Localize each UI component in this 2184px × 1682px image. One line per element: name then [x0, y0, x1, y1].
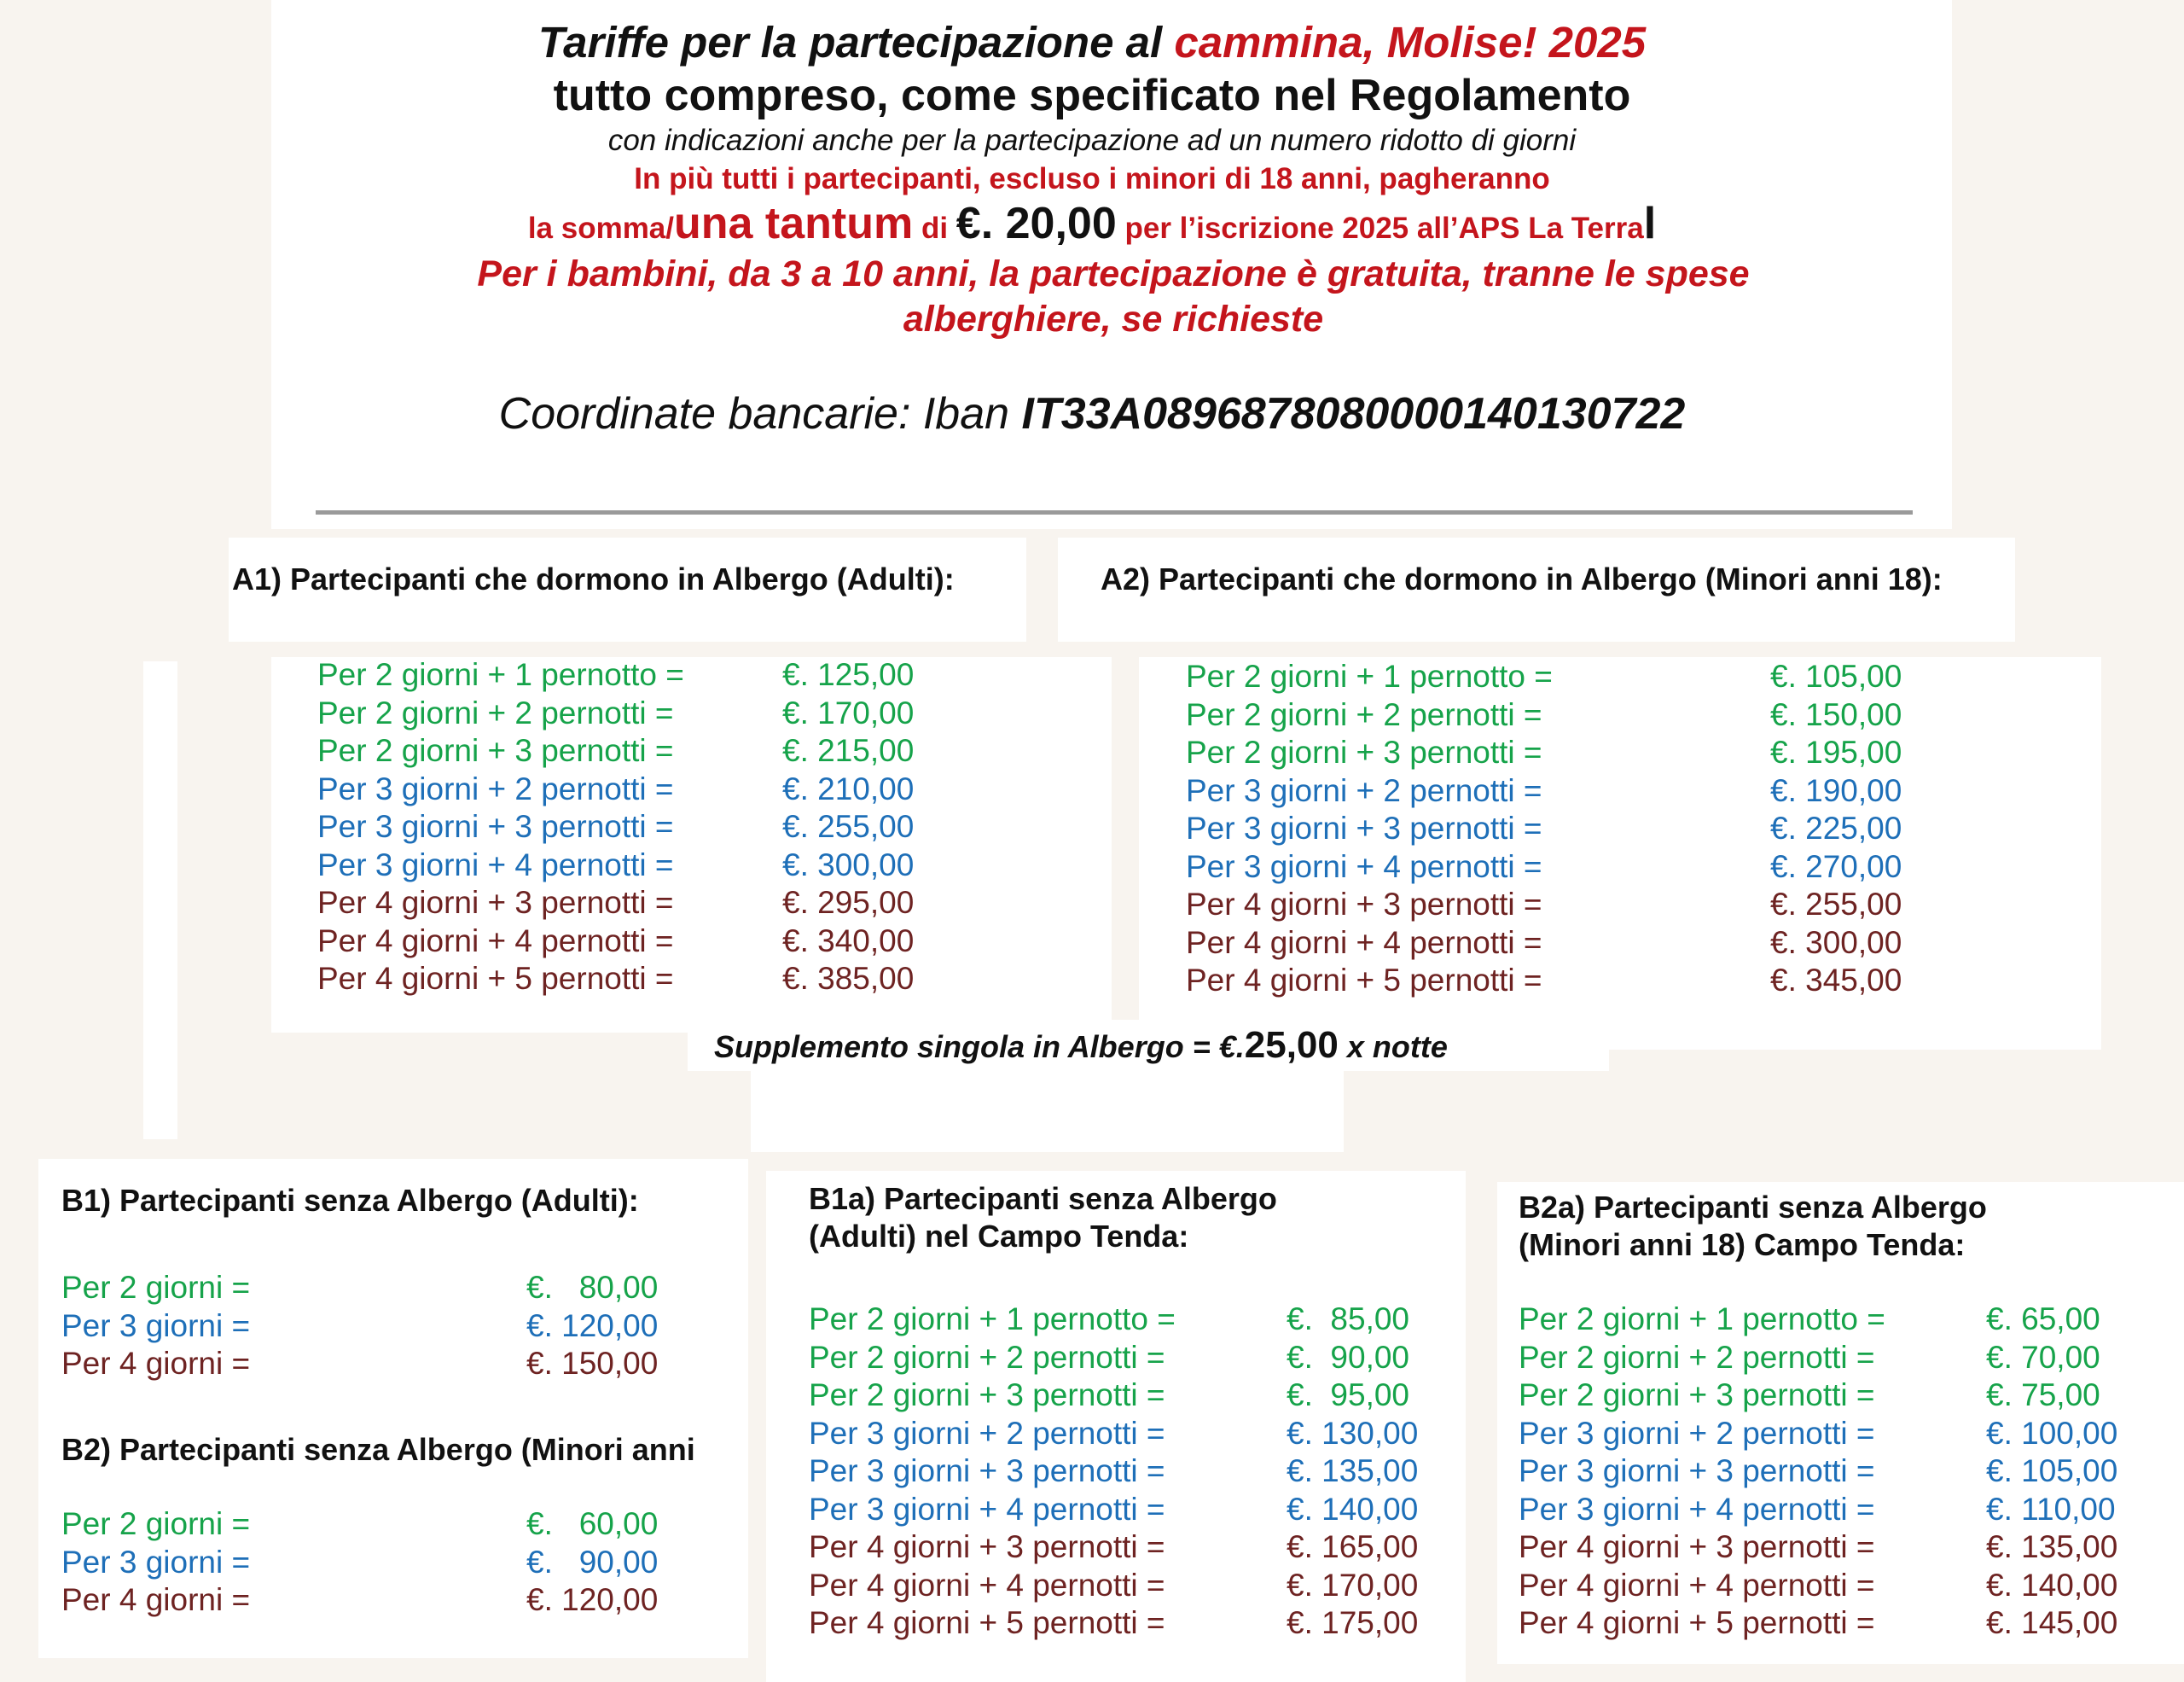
price-row-label: Per 3 giorni + 3 pernotti =: [809, 1453, 1165, 1488]
price-row-label: Per 2 giorni + 3 pernotti =: [809, 1377, 1165, 1412]
price-row-value: €. 90,00: [1287, 1339, 1410, 1375]
price-row-label: Per 2 giorni + 2 pernotti =: [809, 1339, 1165, 1375]
section-a2-title: A2) Partecipanti che dormono in Albergo (Minori anni 18):: [1101, 562, 1943, 597]
price-row-value: €. 120,00: [526, 1307, 659, 1343]
price-row-label: Per 3 giorni + 4 pernotti =: [809, 1491, 1165, 1527]
price-row-label: Per 4 giorni + 3 pernotti =: [317, 885, 674, 920]
price-row-value: €. 255,00: [1770, 887, 1902, 922]
price-row-label: Per 3 giorni + 2 pernotti =: [1186, 772, 1542, 808]
price-row-value: €. 190,00: [1770, 772, 1902, 808]
price-row-label: Per 2 giorni + 3 pernotti =: [1186, 735, 1542, 770]
price-row-value: €. 300,00: [1770, 924, 1902, 960]
price-row-label: Per 4 giorni + 3 pernotti =: [1519, 1529, 1875, 1564]
children-note: Per i bambini, da 3 a 10 anni, la partecipazione è gratuita, tranne le spese alberghiere, se richieste: [477, 253, 1750, 340]
subtitle: tutto compreso, come specificato nel Regolamento: [553, 71, 1631, 120]
fee-note: In più tutti i partecipanti, escluso i minori di 18 anni, pagheranno: [634, 162, 1550, 195]
price-row-label: Per 3 giorni + 4 pernotti =: [1186, 848, 1542, 884]
panel-strip-mid: [751, 1071, 1344, 1152]
price-row-label: Per 3 giorni + 3 pernotti =: [317, 809, 674, 844]
price-row-label: Per 2 giorni + 1 pernotto =: [317, 657, 684, 692]
price-row-label: Per 4 giorni + 4 pernotti =: [1519, 1567, 1875, 1603]
price-row-value: €. 140,00: [1287, 1491, 1419, 1527]
price-row-label: Per 2 giorni + 3 pernotti =: [1519, 1377, 1875, 1412]
price-row-label: Per 2 giorni + 3 pernotti =: [317, 733, 674, 768]
price-row-label: Per 3 giorni + 2 pernotti =: [809, 1415, 1165, 1451]
membership-fee-line: la somma/una tantum di €. 20,00 per l’iscrizione 2025 all’APS La Terral: [527, 199, 1657, 248]
price-row-value: €. 75,00: [1986, 1377, 2100, 1412]
price-row-value: €. 210,00: [782, 771, 915, 806]
price-row-value: €. 120,00: [526, 1582, 659, 1617]
price-row-value: €. 60,00: [526, 1506, 659, 1541]
price-row-value: €. 90,00: [526, 1544, 659, 1580]
price-row-value: €. 215,00: [782, 733, 915, 768]
price-row-label: Per 2 giorni + 2 pernotti =: [1519, 1339, 1875, 1375]
price-row-label: Per 4 giorni + 5 pernotti =: [317, 961, 674, 996]
price-row-label: Per 4 giorni + 4 pernotti =: [809, 1567, 1165, 1603]
price-row-label: Per 4 giorni + 5 pernotti =: [1186, 963, 1542, 998]
single-supplement: Supplemento singola in Albergo = €.25,00 x notte: [714, 1024, 1448, 1066]
price-row-label: Per 4 giorni + 5 pernotti =: [809, 1605, 1165, 1640]
price-row-value: €. 150,00: [526, 1346, 659, 1381]
price-row-value: €. 225,00: [1770, 811, 1902, 846]
price-row-label: Per 2 giorni =: [61, 1270, 251, 1305]
price-row-label: Per 2 giorni + 2 pernotti =: [1186, 696, 1542, 732]
price-row-value: €. 80,00: [526, 1270, 659, 1305]
price-row-value: €. 255,00: [782, 809, 915, 844]
price-row-label: Per 4 giorni + 3 pernotti =: [809, 1529, 1165, 1564]
price-row-value: €. 195,00: [1770, 735, 1902, 770]
price-row-label: Per 2 giorni + 1 pernotto =: [1186, 659, 1553, 694]
section-b1-title: B1) Partecipanti senza Albergo (Adulti):: [61, 1183, 639, 1218]
price-row-value: €. 170,00: [1287, 1567, 1419, 1603]
price-row-value: €. 65,00: [1986, 1301, 2100, 1336]
price-row-label: Per 3 giorni + 3 pernotti =: [1519, 1453, 1875, 1488]
bank-details: Coordinate bancarie: Iban IT33A0896878080000140130722: [498, 389, 1686, 439]
price-row-value: €. 295,00: [782, 885, 915, 920]
price-row-value: €. 105,00: [1986, 1453, 2118, 1488]
section-b1a-title: B1a) Partecipanti senza Albergo (Adulti) nel Campo Tenda:: [809, 1181, 1277, 1254]
price-row-value: €. 135,00: [1287, 1453, 1419, 1488]
reduced-days-note: con indicazioni anche per la partecipazione ad un numero ridotto di giorni: [607, 124, 1577, 157]
price-row-label: Per 2 giorni + 1 pernotto =: [1519, 1301, 1885, 1336]
price-row-label: Per 3 giorni =: [61, 1544, 251, 1580]
price-row-value: €. 130,00: [1287, 1415, 1419, 1451]
price-row-label: Per 3 giorni + 4 pernotti =: [1519, 1491, 1875, 1527]
main-title: Tariffe per la partecipazione al cammina, Molise! 2025: [537, 18, 1647, 67]
price-row-value: €. 85,00: [1287, 1301, 1410, 1336]
section-b2a-title: B2a) Partecipanti senza Albergo (Minori anni 18) Campo Tenda:: [1519, 1190, 1987, 1262]
price-row-label: Per 2 giorni + 2 pernotti =: [317, 695, 674, 730]
price-row-label: Per 4 giorni + 4 pernotti =: [1186, 924, 1542, 960]
price-row-label: Per 4 giorni + 5 pernotti =: [1519, 1605, 1875, 1640]
price-row-value: €. 340,00: [782, 922, 915, 958]
price-row-label: Per 4 giorni + 4 pernotti =: [317, 922, 674, 958]
price-row-value: €. 175,00: [1287, 1605, 1419, 1640]
price-row-value: €. 135,00: [1986, 1529, 2118, 1564]
price-row-value: €. 100,00: [1986, 1415, 2118, 1451]
price-row-label: Per 4 giorni + 3 pernotti =: [1186, 887, 1542, 922]
price-row-value: €. 300,00: [782, 847, 915, 882]
price-row-value: €. 270,00: [1770, 848, 1902, 884]
section-a1-title: A1) Partecipanti che dormono in Albergo (Adulti):: [232, 562, 955, 597]
price-row-value: €. 140,00: [1986, 1567, 2118, 1603]
section-b2-title: B2) Partecipanti senza Albergo (Minori anni: [61, 1432, 695, 1467]
divider: [316, 510, 1913, 515]
price-row-value: €. 150,00: [1770, 696, 1902, 732]
price-row-label: Per 3 giorni + 2 pernotti =: [317, 771, 674, 806]
price-row-value: €. 125,00: [782, 657, 915, 692]
price-row-label: Per 4 giorni =: [61, 1582, 251, 1617]
price-row-label: Per 3 giorni + 3 pernotti =: [1186, 811, 1542, 846]
price-row-value: €. 145,00: [1986, 1605, 2118, 1640]
price-row-label: Per 2 giorni =: [61, 1506, 251, 1541]
price-row-label: Per 3 giorni =: [61, 1307, 251, 1343]
price-row-value: €. 105,00: [1770, 659, 1902, 694]
price-row-value: €. 70,00: [1986, 1339, 2100, 1375]
price-row-value: €. 345,00: [1770, 963, 1902, 998]
price-row-value: €. 385,00: [782, 961, 915, 996]
price-row-label: Per 3 giorni + 2 pernotti =: [1519, 1415, 1875, 1451]
price-row-value: €. 95,00: [1287, 1377, 1410, 1412]
price-row-label: Per 3 giorni + 4 pernotti =: [317, 847, 674, 882]
iban: IT33A0896878080000140130722: [1021, 389, 1686, 439]
price-row-value: €. 165,00: [1287, 1529, 1419, 1564]
price-row-label: Per 2 giorni + 1 pernotto =: [809, 1301, 1176, 1336]
price-row-value: €. 170,00: [782, 695, 915, 730]
price-row-label: Per 4 giorni =: [61, 1346, 251, 1381]
price-row-value: €. 110,00: [1986, 1491, 2116, 1527]
panel-strip-left: [143, 661, 177, 1139]
